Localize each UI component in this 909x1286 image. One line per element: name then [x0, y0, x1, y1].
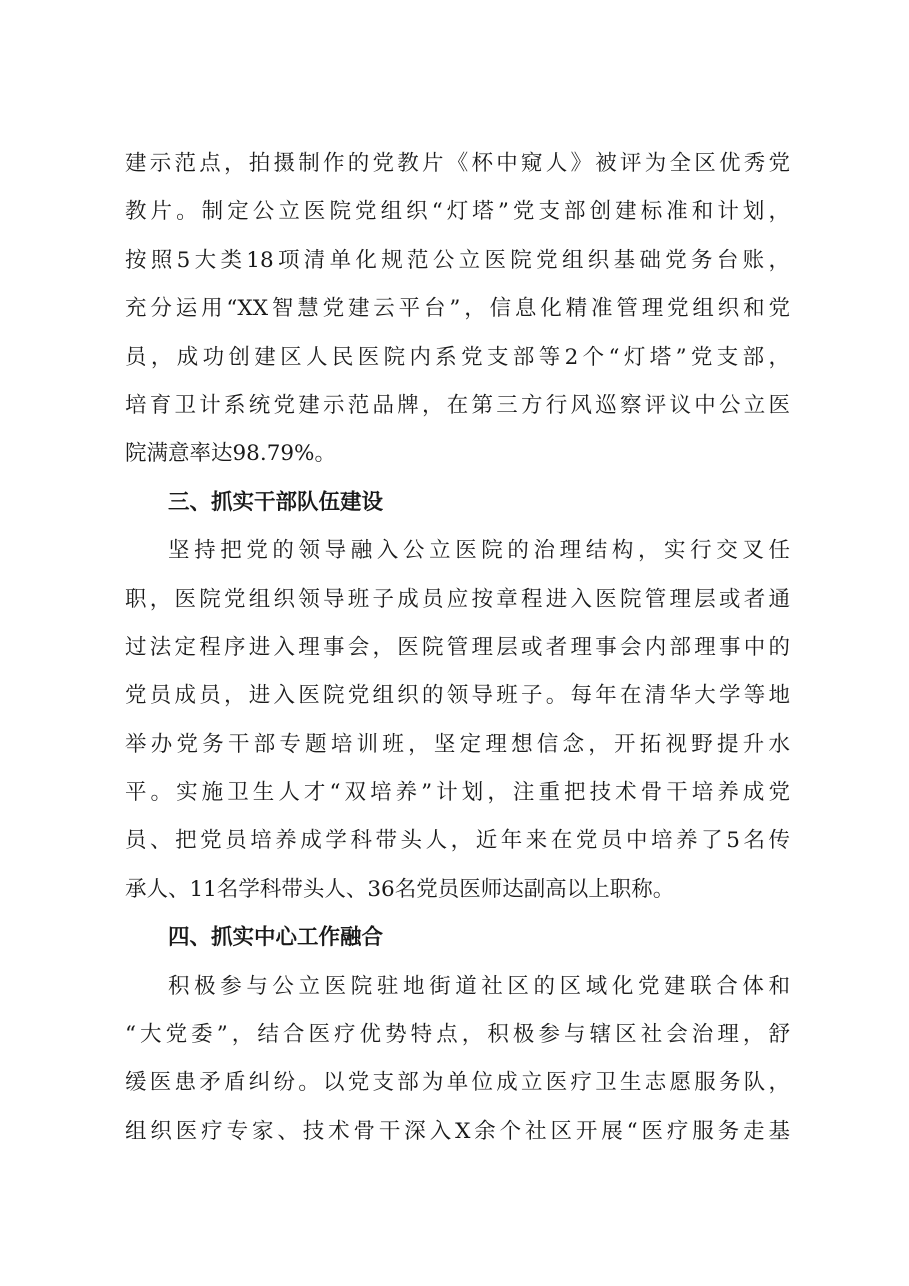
paragraph-line: 举办党务干部专题培训班，坚定理想信念，开拓视野提升水 — [125, 731, 790, 757]
paragraph-line: 院满意率达98.79%。 — [125, 441, 336, 467]
paragraph-line: 员、把党员培养成学科带头人，近年来在党员中培养了5名传 — [125, 828, 790, 854]
paragraph-line: 充分运用“XX智慧党建云平台”，信息化精准管理党组织和党 — [125, 296, 790, 322]
paragraph-line: 过法定程序进入理事会，医院管理层或者理事会内部理事中的 — [125, 634, 790, 660]
paragraph-line: 组织医疗专家、技术骨干深入X余个社区开展“医疗服务走基 — [125, 1118, 790, 1144]
paragraph-line: 积极参与公立医院驻地街道社区的区域化党建联合体和 — [168, 973, 790, 999]
paragraph-line: 教片。制定公立医院党组织“灯塔”党支部创建标准和计划， — [125, 199, 790, 225]
paragraph-line: 员，成功创建区人民医院内系党支部等2个“灯塔”党支部， — [125, 344, 790, 370]
paragraph-line: 职，医院党组织领导班子成员应按章程进入医院管理层或者通 — [125, 586, 790, 612]
paragraph-line: 坚持把党的领导融入公立医院的治理结构，实行交叉任 — [168, 538, 790, 564]
section-heading: 三、抓实干部队伍建设 — [168, 489, 384, 515]
section-heading: 四、抓实中心工作融合 — [168, 925, 384, 951]
paragraph-line: “大党委”，结合医疗优势特点，积极参与辖区社会治理，舒 — [125, 1022, 790, 1048]
document-body — [125, 149, 790, 1165]
paragraph-line: 平。实施卫生人才“双培养”计划，注重把技术骨干培养成党 — [125, 780, 790, 806]
paragraph-line: 培育卫计系统党建示范品牌，在第三方行风巡察评议中公立医 — [125, 392, 790, 418]
paragraph-line: 党员成员，进入医院党组织的领导班子。每年在清华大学等地 — [125, 683, 790, 709]
paragraph-line: 缓医患矛盾纠纷。以党支部为单位成立医疗卫生志愿服务队， — [125, 1070, 790, 1096]
paragraph-line: 建示范点，拍摄制作的党教片《杯中窥人》被评为全区优秀党 — [125, 151, 790, 176]
paragraph-line: 承人、11名学科带头人、36名党员医师达副高以上职称。 — [125, 876, 675, 902]
paragraph-line: 按照5大类18项清单化规范公立医院党组织基础党务台账， — [125, 247, 790, 273]
